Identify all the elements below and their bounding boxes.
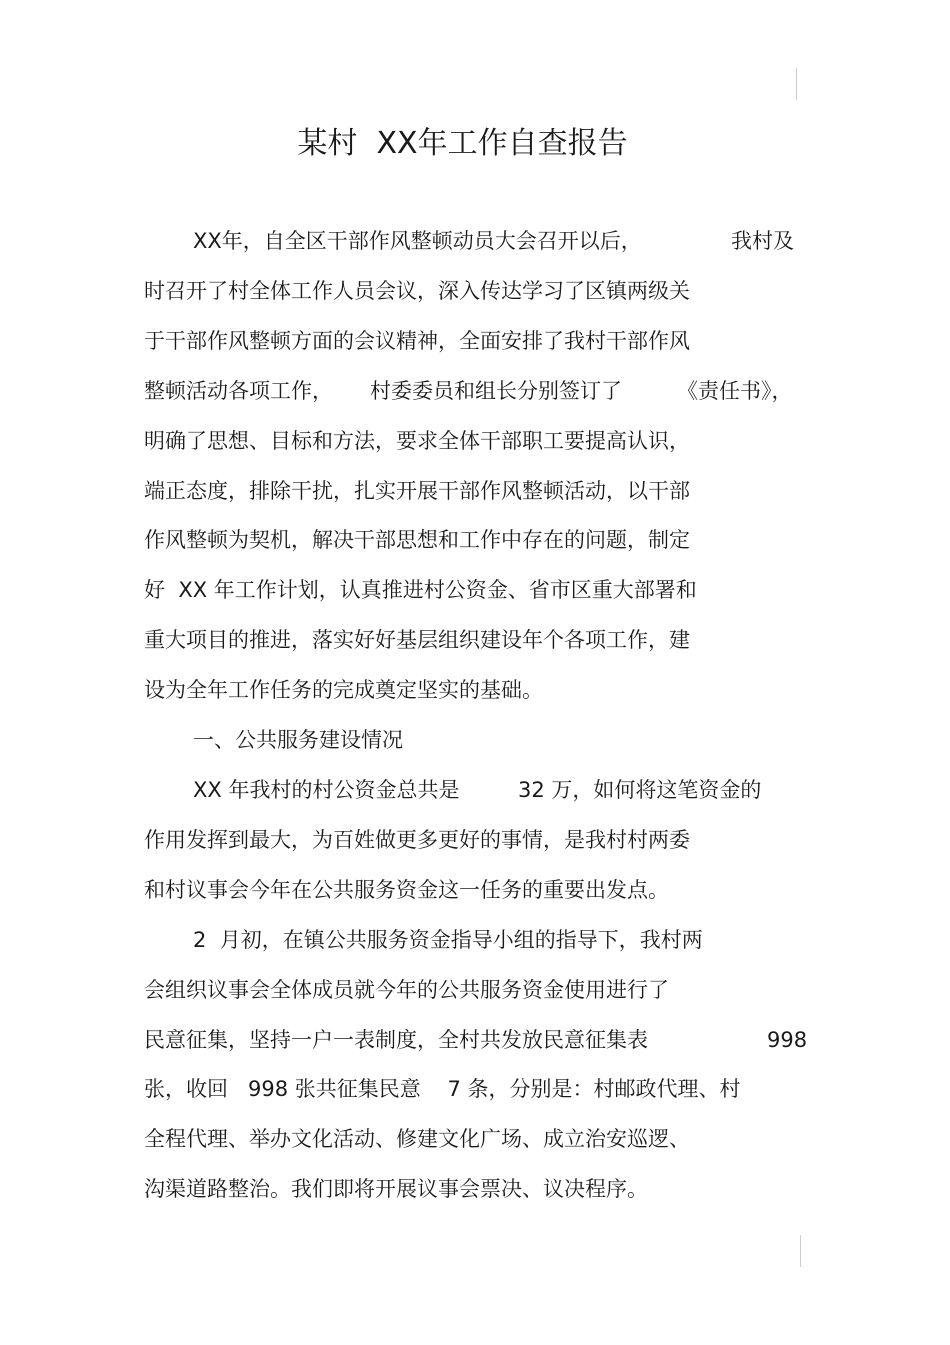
body-line: 我村及 [731,229,794,253]
body-line: 32 万，如何将这笔资金的 [518,778,762,802]
body-line: 于干部作风整顿方面的会议精神，全面安排了我村干部作风 [144,329,690,353]
body-line: 重大项目的推进，落实好好基层组织建设年个各项工作，建 [144,628,690,652]
body-line: 设为全年工作任务的完成奠定坚实的基础。 [144,678,543,702]
body-line: 时召开了村全体工作人员会议，深入传达学习了区镇两级关 [144,279,690,303]
body-line: 作用发挥到最大，为百姓做更多更好的事情，是我村村两委 [144,828,690,852]
body-line: 好 XX 年工作计划，认真推进村公资金、省市区重大部署和 [144,578,697,602]
body-line: XX 年我村的村公资金总共是 [193,778,460,802]
body-line: 张，收回 998 张共征集民意 7 条，分别是：村邮政代理、村 [144,1077,741,1101]
body-line: 全程代理、举办文化活动、修建文化广场、成立治安巡逻、 [144,1127,690,1151]
body-line: 《责任书》， [677,379,793,403]
body-line: 作风整顿为契机，解决干部思想和工作中存在的问题，制定 [144,528,690,552]
body-line: 会组织议事会全体成员就今年的公共服务资金使用进行了 [144,978,669,1002]
document-title: 某村 XX年工作自查报告 [297,126,628,161]
top-right-margin-rule [796,68,797,100]
body-line: 沟渠道路整治。我们即将开展议事会票决、议决程序。 [144,1177,648,1201]
body-line: 和村议事会今年在公共服务资金这一任务的重要出发点。 [144,878,669,902]
body-line: 民意征集，坚持一户一表制度，全村共发放民意征集表 [144,1028,648,1052]
body-line: 明确了思想、目标和方法，要求全体干部职工要提高认识， [144,429,690,453]
body-line: 村委委员和组长分别签订了 [370,379,622,403]
section-heading: 一、公共服务建设情况 [193,728,403,752]
body-line: XX年，自全区干部作风整顿动员大会召开以后， [193,229,642,253]
body-line: 整顿活动各项工作， [144,379,333,403]
body-line: 2 月初，在镇公共服务资金指导小组的指导下，我村两 [193,928,703,952]
body-line: 端正态度，排除干扰，扎实开展干部作风整顿活动，以干部 [144,479,690,503]
body-line: 998 [767,1028,808,1052]
bottom-right-margin-rule [800,1235,801,1267]
